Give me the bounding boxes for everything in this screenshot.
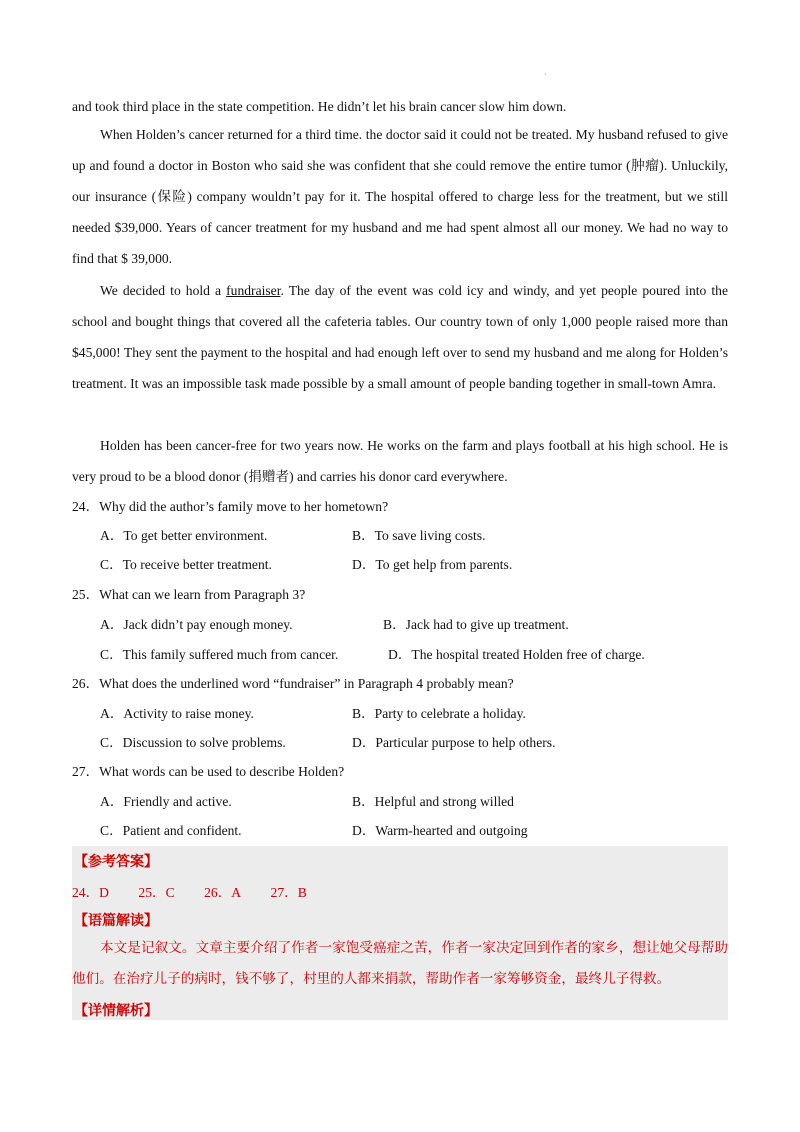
paragraph-4: Holden has been cancer-free for two years now. He works on the farm and plays football at his high school. He is very proud to be a blood donor (捐赠者) and carries his donor card everywhere. <box>72 438 728 484</box>
q24-option-c[interactable]: C．To receive better treatment. <box>100 557 272 572</box>
answer-25: 25．C <box>138 885 175 900</box>
q27-option-d[interactable]: D．Warm-hearted and outgoing <box>352 823 528 838</box>
q27-option-b[interactable]: B．Helpful and strong willed <box>352 794 514 809</box>
answer-27: 27．B <box>270 885 307 900</box>
q25-option-c[interactable]: C．This family suffered much from cancer. <box>100 647 339 662</box>
paragraph-3 <box>72 275 728 399</box>
q27-option-a[interactable]: A．Friendly and active. <box>100 794 232 809</box>
paragraph-2: When Holden’s cancer returned for a third time. the doctor said it could not be treated. My husband refused to give up and found a doctor in Boston who said she was confident that she could remove the entire tumor (肿瘤). Unluckily, our insurance (保险) company wouldn’t pay for it. The hospital offered to charge less for the treatment, but we still needed $39,000. Years of cancer treatment for my husband and me had spent almost all our money. We had no way to find that $ 39,000. <box>72 127 728 266</box>
question-27-stem: 27．What words can be used to describe Holden? <box>72 764 345 779</box>
interpretation-heading: 【语篇解读】 <box>74 913 158 929</box>
answer-key-heading: 【参考答案】 <box>74 854 158 870</box>
q24-option-d[interactable]: D．To get help from parents. <box>352 557 513 572</box>
q25-option-a[interactable]: A．Jack didn’t pay enough money. <box>100 617 293 632</box>
paragraph-1-tail: and took third place in the state competition. He didn’t let his brain cancer slow him down. <box>72 99 567 114</box>
q26-option-b[interactable]: B．Party to celebrate a holiday. <box>352 706 526 721</box>
page-mark: · <box>544 70 547 79</box>
paragraph-3-start: We decided to hold a <box>100 283 227 298</box>
paragraph-3-rest: . The day of the event was cold icy and windy, and yet people poured into the school and bought things that covered all the cafeteria tables. Our country town of only 1,000 people raised more than $45,000! They sent the payment to the hospital and had enough left over to send my husband and me along for Holden’s treatment. It was an impossible task made possible by a small amount of people banding together in small-town Amra. <box>72 283 728 391</box>
answer-24: 24．D <box>72 885 110 900</box>
q24-option-a[interactable]: A．To get better environment. <box>100 528 268 543</box>
interpretation-text: 本文是记叙文。文章主要介绍了作者一家饱受癌症之苦，作者一家决定回到作者的家乡，想让她父母帮助他们。在治疗儿子的病时，钱不够了，村里的人都来捐款，帮助作者一家筹够资金，最终儿子得救。 <box>72 940 728 987</box>
answer-key-list <box>72 881 333 901</box>
analysis-heading: 【详情解析】 <box>74 1003 158 1019</box>
q26-option-d[interactable]: D．Particular purpose to help others. <box>352 735 556 750</box>
q26-option-c[interactable]: C．Discussion to solve problems. <box>100 735 286 750</box>
q24-option-b[interactable]: B．To save living costs. <box>352 528 486 543</box>
q25-option-b[interactable]: B．Jack had to give up treatment. <box>383 617 569 632</box>
underlined-word-fundraiser: fundraiser <box>226 283 281 298</box>
question-26-stem: 26．What does the underlined word “fundraiser” in Paragraph 4 probably mean? <box>72 676 514 691</box>
q26-option-a[interactable]: A．Activity to raise money. <box>100 706 254 721</box>
q25-option-d[interactable]: D．The hospital treated Holden free of charge. <box>388 647 645 662</box>
question-25-stem: 25．What can we learn from Paragraph 3? <box>72 587 306 602</box>
question-24-stem: 24．Why did the author’s family move to her hometown? <box>72 499 389 514</box>
q27-option-c[interactable]: C．Patient and confident. <box>100 823 242 838</box>
answer-26: 26．A <box>204 885 242 900</box>
